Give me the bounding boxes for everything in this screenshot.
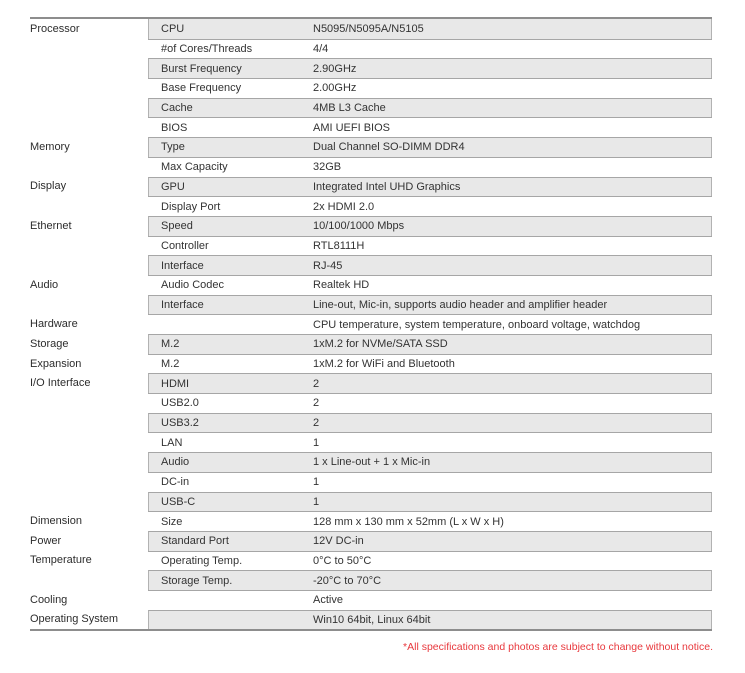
attribute-cell: Display Port [161,200,221,213]
attribute-cell: M.2 [161,338,180,351]
row-body [148,373,712,393]
attribute-cell: Standard Port [161,535,229,548]
value-cell: Realtek HD [313,279,370,292]
row-body [148,255,712,275]
category-cell: Cooling [30,593,68,606]
attribute-cell: Base Frequency [161,82,242,95]
category-cell: Display [30,180,67,193]
row-body [148,472,712,492]
row-body [148,452,712,472]
value-cell: 0°C to 50°C [313,554,372,567]
category-cell [30,117,148,137]
attribute-cell: USB-C [161,495,196,508]
category-cell [30,255,148,275]
category-cell [30,570,148,590]
attribute-cell: USB3.2 [161,417,199,430]
value-cell: 2 [313,397,320,410]
attribute-cell: Controller [161,239,209,252]
attribute-cell: Speed [161,220,193,233]
row-body [148,314,712,334]
row-body [148,413,712,433]
attribute-cell: Storage Temp. [161,574,233,587]
row-body [148,531,712,551]
row-body [148,551,712,571]
category-cell [30,413,148,433]
attribute-cell: HDMI [161,377,190,390]
value-cell: 1xM.2 for WiFi and Bluetooth [313,358,455,371]
value-cell: 2 [313,377,320,390]
value-cell: 2x HDMI 2.0 [313,200,375,213]
value-cell: 1 x Line-out + 1 x Mic-in [313,456,431,469]
row-body [148,98,712,118]
row-body [148,393,712,413]
category-cell: Ethernet [30,219,72,232]
category-cell: Audio [30,278,59,291]
category-cell [30,157,148,177]
category-cell: Processor [30,22,80,35]
table-row [30,354,712,374]
attribute-cell: LAN [161,436,183,449]
value-cell: RJ-45 [313,259,343,272]
row-body [148,295,712,315]
value-cell: AMI UEFI BIOS [313,121,391,134]
row-body [148,354,712,374]
row-body [148,590,712,610]
table-row [30,590,712,610]
table-row [30,511,712,531]
category-cell: Storage [30,337,69,350]
disclaimer-footnote: *All specifications and photos are subject to change without notice. [403,641,713,653]
attribute-cell: Max Capacity [161,161,228,174]
category-cell [30,432,148,452]
value-cell: Active [313,594,343,607]
table-row [30,117,712,137]
attribute-cell: Burst Frequency [161,62,242,75]
table-row [30,531,712,551]
attribute-cell: Cache [161,102,193,115]
value-cell: 1xM.2 for NVMe/SATA SSD [313,338,448,351]
table-row [30,373,712,393]
table-row [30,610,712,630]
attribute-cell: USB2.0 [161,397,199,410]
row-body [148,216,712,236]
row-body [148,610,712,630]
category-cell [30,78,148,98]
value-cell: 2.00GHz [313,82,357,95]
row-body [148,196,712,216]
attribute-cell: CPU [161,22,185,35]
value-cell: 128 mm x 130 mm x 52mm (L x W x H) [313,515,504,528]
table-row [30,236,712,256]
value-cell: CPU temperature, system temperature, onboard voltage, watchdog [313,318,641,331]
value-cell: 1 [313,476,320,489]
row-body [148,275,712,295]
category-cell: Expansion [30,357,82,370]
attribute-cell: Operating Temp. [161,554,243,567]
table-row [30,19,712,39]
category-cell [30,472,148,492]
value-cell: 1 [313,436,320,449]
category-cell [30,492,148,512]
value-cell: RTL8111H [313,239,365,252]
value-cell: Line-out, Mic-in, supports audio header and amplifier header [313,298,608,311]
value-cell: 4MB L3 Cache [313,102,386,115]
value-cell: Dual Channel SO-DIMM DDR4 [313,141,465,154]
table-row [30,216,712,236]
value-cell: 10/100/1000 Mbps [313,220,405,233]
table-row [30,452,712,472]
attribute-cell: Interface [161,259,204,272]
table-row [30,177,712,197]
value-cell: 32GB [313,161,342,174]
table-row [30,255,712,275]
table-row [30,393,712,413]
row-body [148,334,712,354]
row-body [148,492,712,512]
table-row [30,58,712,78]
row-body [148,117,712,137]
attribute-cell: Type [161,141,185,154]
table-row [30,157,712,177]
table-row [30,39,712,59]
table-row [30,137,712,157]
attribute-cell: Audio Codec [161,279,224,292]
category-cell [30,58,148,78]
table-row [30,196,712,216]
row-body [148,236,712,256]
table-row [30,98,712,118]
value-cell: 2 [313,417,320,430]
row-body [148,19,712,39]
category-cell [30,98,148,118]
value-cell: -20°C to 70°C [313,574,382,587]
value-cell: Win10 64bit, Linux 64bit [313,613,431,626]
category-cell [30,452,148,472]
value-cell: 1 [313,495,320,508]
table-row [30,413,712,433]
category-cell [30,196,148,216]
spec-table [30,17,712,631]
attribute-cell: Interface [161,298,204,311]
category-cell: Dimension [30,515,82,528]
attribute-cell: Audio [161,456,190,469]
row-body [148,177,712,197]
table-row [30,275,712,295]
attribute-cell: M.2 [161,358,180,371]
table-row [30,570,712,590]
attribute-cell: GPU [161,180,185,193]
category-cell: Memory [30,140,70,153]
category-cell: Operating System [30,613,119,626]
table-row [30,78,712,98]
table-row [30,334,712,354]
row-body [148,157,712,177]
attribute-cell: BIOS [161,121,188,134]
row-body [148,78,712,98]
category-cell: I/O Interface [30,377,91,390]
row-body [148,58,712,78]
category-cell [30,295,148,315]
table-row [30,295,712,315]
table-row [30,314,712,334]
category-cell: Hardware [30,318,78,331]
table-row [30,492,712,512]
attribute-cell: #of Cores/Threads [161,43,253,56]
table-row [30,472,712,492]
table-row [30,551,712,571]
attribute-cell: Size [161,515,183,528]
value-cell: 4/4 [313,43,329,56]
row-body [148,570,712,590]
value-cell: N5095/N5095A/N5105 [313,22,424,35]
attribute-cell: DC-in [161,476,190,489]
category-cell [30,236,148,256]
value-cell: Integrated Intel UHD Graphics [313,180,461,193]
category-cell [30,393,148,413]
row-body [148,39,712,59]
category-cell: Power [30,534,62,547]
row-body [148,137,712,157]
row-body [148,432,712,452]
category-cell [30,39,148,59]
category-cell: Temperature [30,554,92,567]
row-body [148,511,712,531]
value-cell: 2.90GHz [313,62,357,75]
value-cell: 12V DC-in [313,535,364,548]
table-row [30,432,712,452]
